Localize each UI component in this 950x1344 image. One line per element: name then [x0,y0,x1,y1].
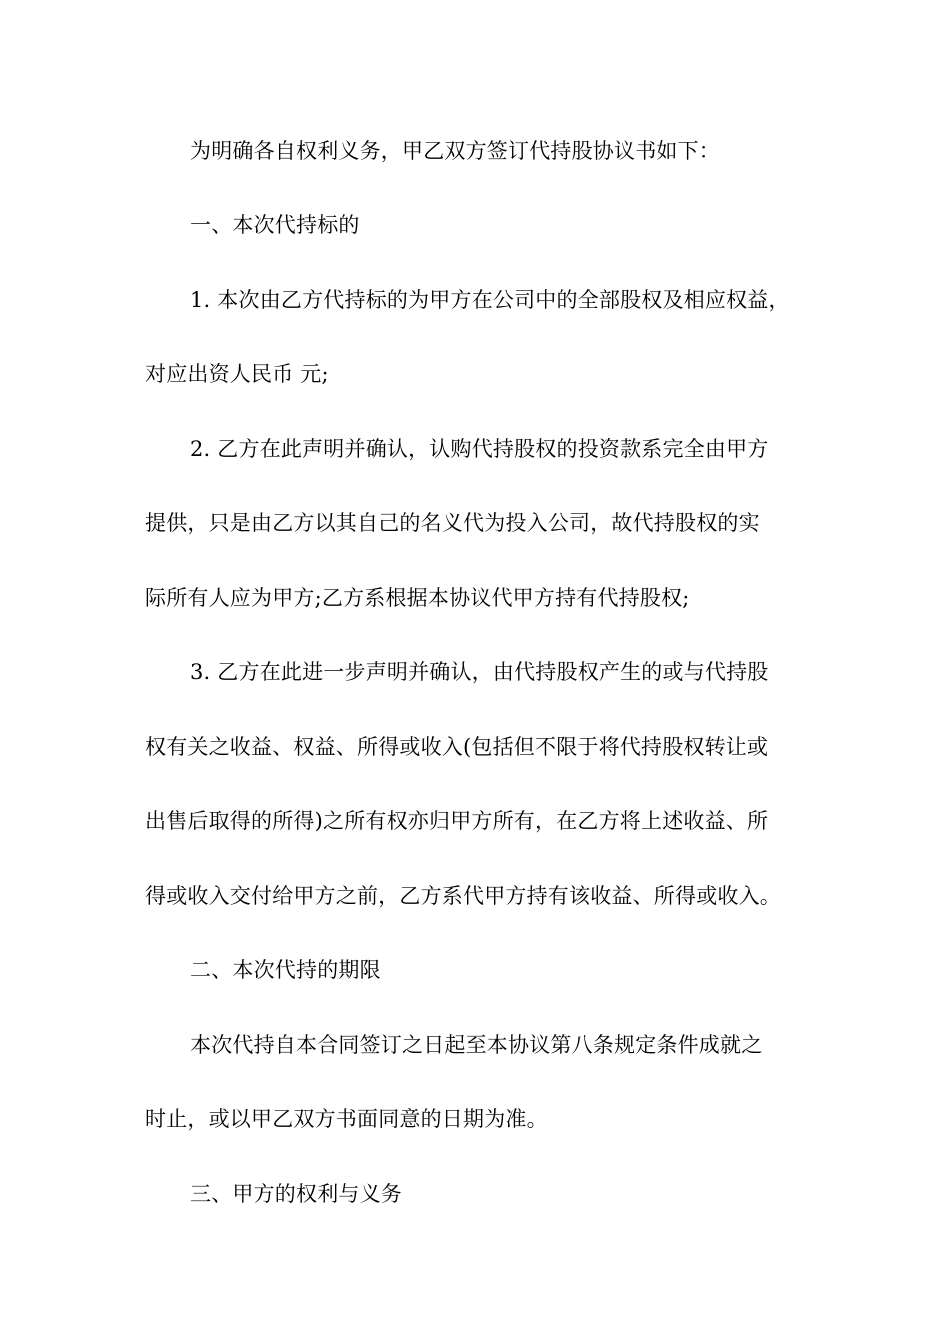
section-heading-2: 二、本次代持的期限 [190,958,381,982]
clause-1-3-line-4: 得或收入交付给甲方之前，乙方系代甲方持有该收益、所得或收入。 [145,884,781,908]
clause-1-1-line-1: 1. 本次由乙方代持标的为甲方在公司中的全部股权及相应权益， [190,288,790,312]
section-2-paragraph-line-1: 本次代持自本合同签订之日起至本协议第八条规定条件成就之 [190,1033,763,1057]
clause-1-3-line-1: 3. 乙方在此进一步声明并确认，由代持股权产生的或与代持股 [190,660,769,684]
section-2-paragraph-line-2: 时止，或以甲乙双方书面同意的日期为准。 [145,1107,548,1131]
clause-1-2-line-3: 际所有人应为甲方;乙方系根据本协议代甲方持有代持股权; [145,586,690,610]
clause-1-2-line-2: 提供，只是由乙方以其自己的名义代为投入公司，故代持股权的实 [145,511,760,535]
intro-paragraph: 为明确各自权利义务，甲乙双方签订代持股协议书如下： [190,139,720,163]
clause-1-3-line-3: 出售后取得的所得)之所有权亦归甲方所有，在乙方将上述收益、所 [145,809,769,833]
clause-1-3-line-2: 权有关之收益、权益、所得或收入(包括但不限于将代持股权转让或 [145,735,769,759]
clause-1-2-line-1: 2. 乙方在此声明并确认，认购代持股权的投资款系完全由甲方 [190,437,769,461]
section-heading-1: 一、本次代持标的 [190,213,360,237]
clause-1-1-line-2: 对应出资人民币 元; [145,362,329,386]
section-heading-3: 三、甲方的权利与义务 [190,1182,402,1206]
